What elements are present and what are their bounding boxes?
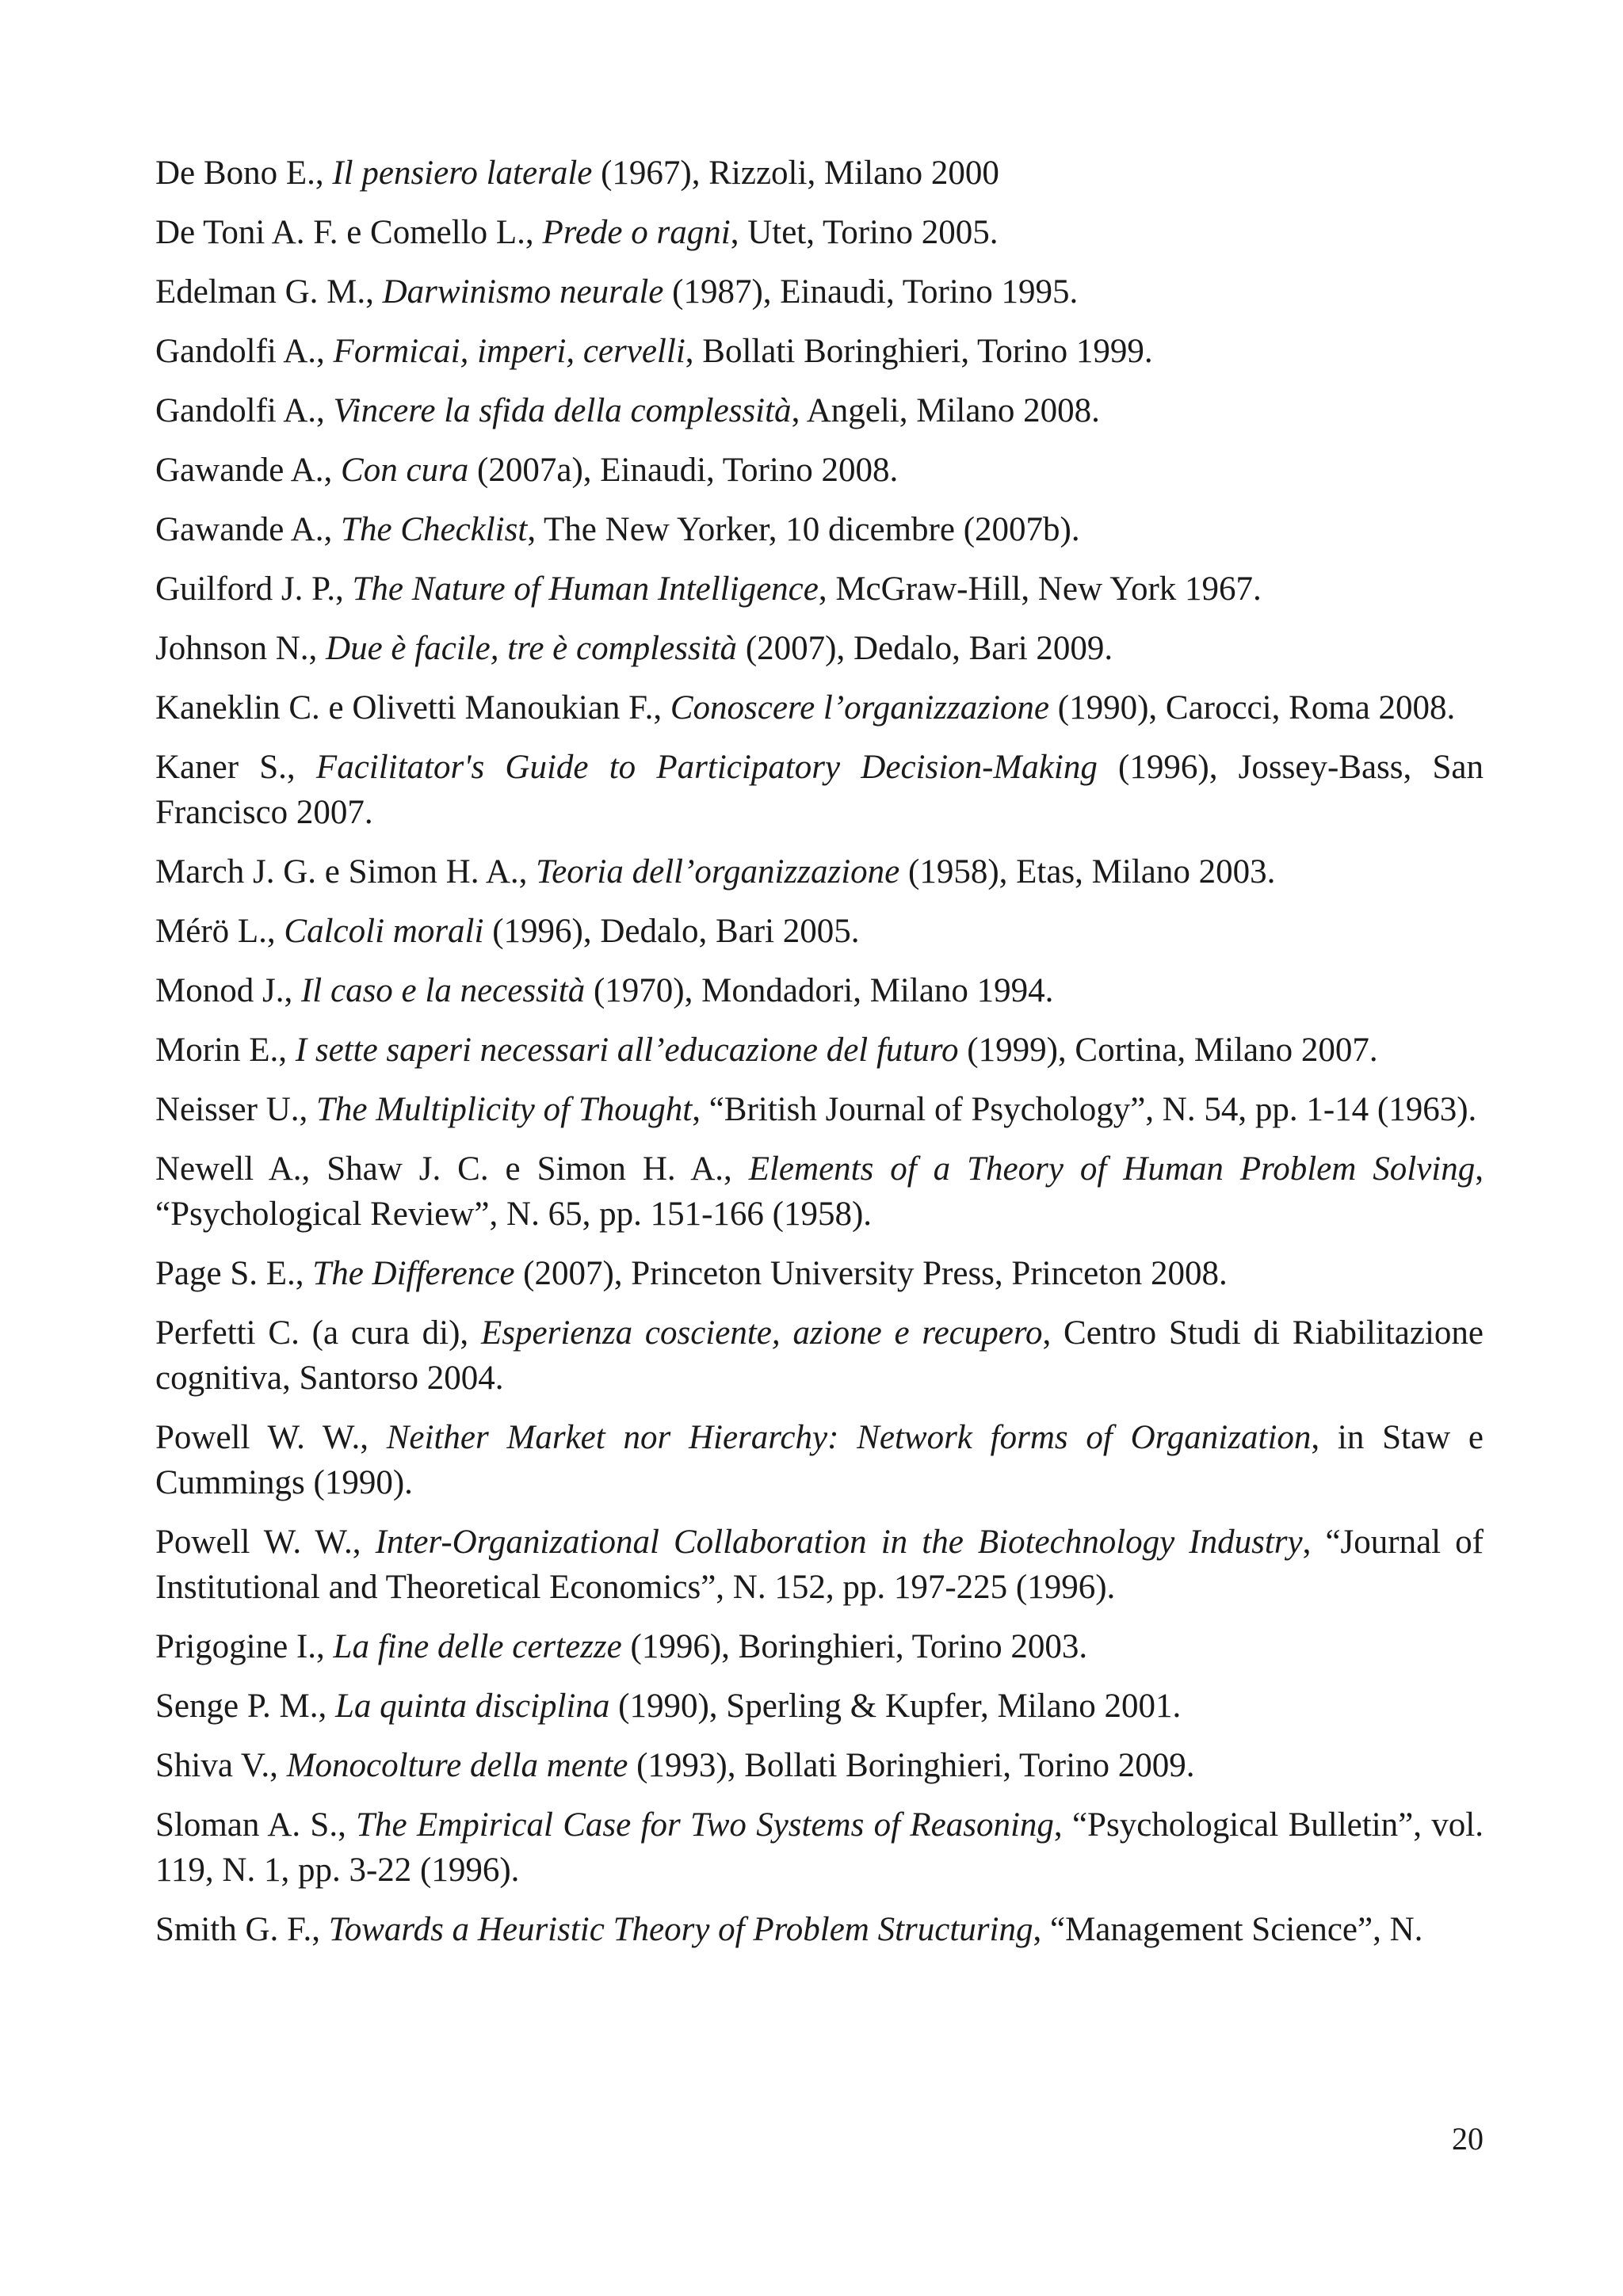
entry-title: The Checklist	[341, 511, 528, 548]
bibliography-entry	[155, 1802, 1484, 1893]
entry-title: Calcoli morali	[284, 913, 484, 950]
entry-authors: De Bono E.,	[155, 154, 333, 192]
entry-details: , The New Yorker, 10 dicembre (2007b).	[527, 511, 1080, 548]
entry-details: , “Psychological Bulletin”, vol. 119, N. 1, pp. 3-22 (1996).	[155, 1806, 1484, 1889]
entry-authors: Monod J.,	[155, 972, 301, 1009]
entry-authors: Prigogine I.,	[155, 1628, 334, 1665]
entry-details: (1996), Dedalo, Bari 2005.	[483, 913, 860, 950]
bibliography-entry	[155, 269, 1484, 315]
entry-authors: Powell W. W.,	[155, 1419, 387, 1456]
bibliography-entry	[155, 1028, 1484, 1073]
entry-details: , Utet, Torino 2005.	[730, 214, 999, 251]
entry-title: Conoscere l’organizzazione	[670, 689, 1049, 727]
entry-details: (2007), Princeton University Press, Princeton 2008.	[514, 1255, 1228, 1292]
entry-details: (1970), Mondadori, Milano 1994.	[585, 972, 1054, 1009]
entry-details: , “Psychological Review”, N. 65, pp. 151-166 (1958).	[155, 1150, 1484, 1233]
page-number: 20	[1452, 2121, 1484, 2157]
entry-details: , “Management Science”, N.	[1033, 1911, 1423, 1948]
bibliography-entry	[155, 1743, 1484, 1788]
entry-title: Inter-Organizational Collaboration in the Biotechnology Industry	[375, 1524, 1303, 1561]
bibliography-entry	[155, 329, 1484, 374]
bibliography-entry	[155, 968, 1484, 1013]
bibliography-entry	[155, 507, 1484, 552]
entry-title: Facilitator's Guide to Participatory Decision-Making	[315, 749, 1098, 786]
bibliography-entry	[155, 1087, 1484, 1132]
entry-authors: De Toni A. F. e Comello L.,	[155, 214, 543, 251]
bibliography-entry	[155, 1907, 1484, 1952]
entry-title: The Difference	[312, 1255, 515, 1292]
entry-title: The Empirical Case for Two Systems of Reasoning	[356, 1806, 1054, 1844]
entry-title: The Multiplicity of Thought	[316, 1091, 693, 1128]
bibliography-entry	[155, 909, 1484, 954]
entry-title: Towards a Heuristic Theory of Problem Structuring	[328, 1911, 1033, 1948]
entry-details: (1996), Jossey-Bass, San Francisco 2007.	[155, 749, 1484, 831]
bibliography-entry	[155, 685, 1484, 730]
entry-authors: Newell A., Shaw J. C. e Simon H. A.,	[155, 1150, 749, 1188]
entry-authors: Kaneklin C. e Olivetti Manoukian F.,	[155, 689, 670, 727]
bibliography-list	[155, 151, 1484, 1966]
bibliography-entry	[155, 448, 1484, 493]
entry-details: , in Staw e Cummings (1990).	[155, 1419, 1484, 1501]
entry-authors: Senge P. M.,	[155, 1688, 335, 1725]
entry-title: Con cura	[341, 452, 469, 489]
entry-title: Formicai, imperi, cervelli	[333, 333, 685, 370]
entry-authors: Powell W. W.,	[155, 1524, 376, 1561]
entry-details: (2007a), Einaudi, Torino 2008.	[468, 452, 899, 489]
entry-authors: Gandolfi A.,	[155, 333, 334, 370]
entry-details: (1993), Bollati Boringhieri, Torino 2009.	[628, 1747, 1195, 1784]
entry-title: The Nature of Human Intelligence	[352, 570, 819, 608]
entry-authors: Gawande A.,	[155, 511, 342, 548]
entry-details: , Bollati Boringhieri, Torino 1999.	[685, 333, 1153, 370]
entry-authors: Johnson N.,	[155, 630, 327, 667]
entry-title: Due è facile, tre è complessità	[326, 630, 738, 667]
entry-details: , “Journal of Institutional and Theoretical Economics”, N. 152, pp. 197-225 (1996).	[155, 1524, 1484, 1606]
bibliography-entry	[155, 1415, 1484, 1505]
entry-title: Teoria dell’organizzazione	[536, 853, 900, 891]
entry-authors: Edelman G. M.,	[155, 273, 383, 311]
bibliography-entry	[155, 1520, 1484, 1610]
entry-title: Il caso e la necessità	[300, 972, 586, 1009]
entry-authors: Neisser U.,	[155, 1091, 317, 1128]
entry-details: , “British Journal of Psychology”, N. 54, pp. 1-14 (1963).	[692, 1091, 1477, 1128]
entry-details: (2007), Dedalo, Bari 2009.	[737, 630, 1113, 667]
entry-title: La fine delle certezze	[333, 1628, 622, 1665]
entry-details: (1958), Etas, Milano 2003.	[899, 853, 1276, 891]
entry-details: , Centro Studi di Riabilitazione cognitiva, Santorso 2004.	[155, 1314, 1484, 1397]
entry-authors: Gawande A.,	[155, 452, 342, 489]
bibliography-entry	[155, 1624, 1484, 1669]
entry-title: Esperienza cosciente, azione e recupero	[481, 1314, 1043, 1352]
entry-title: Prede o ragni	[542, 214, 731, 251]
entry-title: Monocolture della mente	[286, 1747, 628, 1784]
entry-details: (1999), Cortina, Milano 2007.	[958, 1032, 1378, 1069]
bibliography-entry	[155, 1146, 1484, 1237]
entry-authors: March J. G. e Simon H. A.,	[155, 853, 537, 891]
entry-title: Darwinismo neurale	[382, 273, 664, 311]
entry-details: , Angeli, Milano 2008.	[791, 392, 1100, 429]
entry-title: Il pensiero laterale	[332, 154, 593, 192]
entry-details: (1996), Boringhieri, Torino 2003.	[621, 1628, 1088, 1665]
entry-authors: Perfetti C. (a cura di),	[155, 1314, 481, 1352]
entry-authors: Kaner S.,	[155, 749, 316, 786]
bibliography-entry	[155, 1251, 1484, 1296]
entry-authors: Sloman A. S.,	[155, 1806, 357, 1844]
bibliography-entry	[155, 745, 1484, 835]
entry-details: , McGraw-Hill, New York 1967.	[818, 570, 1262, 608]
entry-details: (1990), Sperling & Kupfer, Milano 2001.	[609, 1688, 1182, 1725]
entry-title: Vincere la sfida della complessità	[333, 392, 792, 429]
entry-title: La quinta disciplina	[334, 1688, 610, 1725]
bibliography-entry	[155, 849, 1484, 894]
bibliography-entry	[155, 1684, 1484, 1729]
entry-authors: Shiva V.,	[155, 1747, 287, 1784]
entry-details: (1990), Carocci, Roma 2008.	[1049, 689, 1456, 727]
entry-authors: Mérö L.,	[155, 913, 285, 950]
entry-details: (1967), Rizzoli, Milano 2000	[592, 154, 999, 192]
bibliography-entry	[155, 388, 1484, 433]
bibliography-entry	[155, 626, 1484, 671]
entry-details: (1987), Einaudi, Torino 1995.	[663, 273, 1079, 311]
entry-title: I sette saperi necessari all’educazione del futuro	[295, 1032, 959, 1069]
bibliography-entry	[155, 1310, 1484, 1401]
bibliography-entry	[155, 566, 1484, 612]
entry-title: Elements of a Theory of Human Problem Solving	[748, 1150, 1476, 1188]
entry-authors: Smith G. F.,	[155, 1911, 329, 1948]
entry-authors: Page S. E.,	[155, 1255, 313, 1292]
entry-title: Neither Market nor Hierarchy: Network forms of Organization	[386, 1419, 1312, 1456]
entry-authors: Gandolfi A.,	[155, 392, 334, 429]
bibliography-entry	[155, 210, 1484, 255]
entry-authors: Morin E.,	[155, 1032, 296, 1069]
entry-authors: Guilford J. P.,	[155, 570, 353, 608]
bibliography-entry	[155, 151, 1484, 196]
